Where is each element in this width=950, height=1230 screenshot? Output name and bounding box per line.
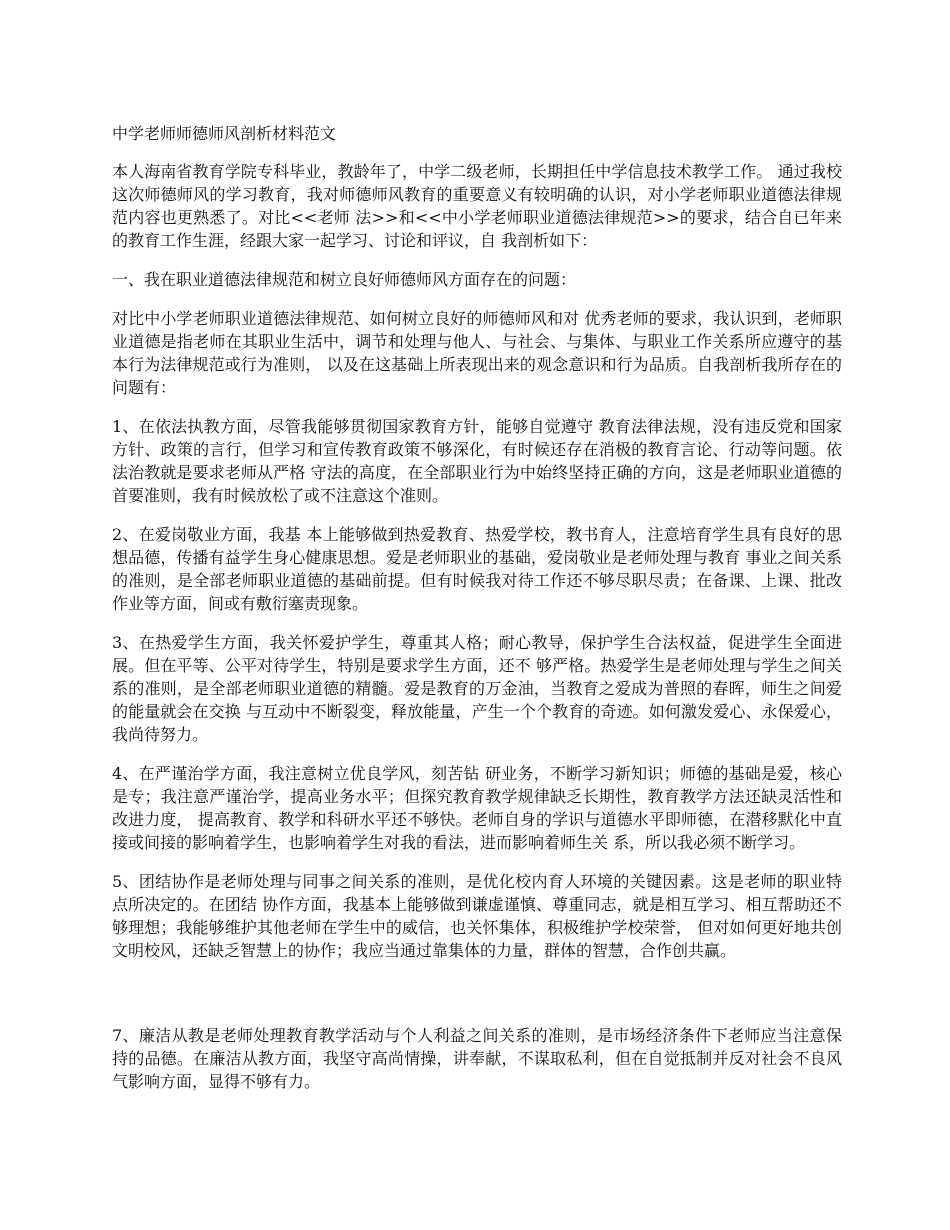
item-paragraph-5: 5、团结协作是老师处理与同事之间关系的准则，是优化校内育人环境的关键因素。这是老师的职业特点所决定的。在团结 协作方面，我基本上能够做到谦虚谨慎、尊重同志，就是相互学习、相互帮助还不够理想；我能够维护其他老师在学生中的威信，也关怀集体，积极维护学校荣誉， 但对如何更好地共创文明校风，还缺乏智慧上的协作；我应当通过靠集体的力量，群体的智慧，合作创共赢。 [112,872,842,960]
item-paragraph-4: 4、在严谨治学方面，我注意树立优良学风，刻苦钻 研业务，不断学习新知识；师德的基础是爱，核心是专；我注意严谨治学，提高业务水平；但探究教育教学规律缺乏长期性，教育教学方法还缺灵活性和改进力度， 提高教育、教学和科研水平还不够快。老师自身的学识与道德水平即师德，在潜移默化中直接或间接的影响着学生，也影响着学生对我的看法，进而影响着师生关 系，所以我必须不断学习。 [112,764,842,852]
document-title: 中学老师师德师风剖析材料范文 [112,124,337,143]
item-paragraph-2: 2、在爱岗敬业方面，我基 本上能够做到热爱教育、热爱学校，教书育人，注意培育学生具有良好的思想品德，传播有益学生身心健康思想。爱是老师职业的基础，爱岗敬业是老师处理与教育 事业之间关系的准则，是全部老师职业道德的基础前提。但有时候我对待工作还不够尽职尽责；在备课、上课、批改作业等方面，间或有敷衍塞责现象。 [112,525,842,613]
document-body [112,122,842,1109]
blank-gap [112,978,842,1024]
item-paragraph-3: 3、在热爱学生方面，我关怀爱护学生，尊重其人格；耐心教导，保护学生合法权益，促进学生全面进展。但在平等、公平对待学生，特别是要求学生方面，还不 够严格。热爱学生是老师处理与学生之间关系的准则，是全部老师职业道德的精髓。爱是教育的万金油，当教育之爱成为普照的春晖，师生之间爱的能量就会在交换 与互动中不断裂变，释放能量，产生一个个教育的奇迹。如何激发爱心、永保爱心，我尚待努力。 [112,633,842,744]
item-paragraph-7: 7、廉洁从教是老师处理教育教学活动与个人利益之间关系的准则，是市场经济条件下老师应当注意保持的品德。在廉洁从教方面，我坚守高尚情操，讲奉献，不谋取私利，但在自觉抵制并反对社会不良风气影响方面，显得不够有力。 [112,1026,842,1091]
intro-paragraph: 本人海南省教育学院专科毕业，教龄年了，中学二级老师，长期担任中学信息技术教学工作。 通过我校这次师德师风的学习教育，我对师德师风教育的重要意义有较明确的认识，对小学老师职业道德法律规范内容也更熟悉了。对比<<老师 法>>和<<中小学老师职业道德法律规范>>的要求，结合自已年来的教育工作生涯，经跟大家一起学习、讨论和评议，自 我剖析如下： [112,162,842,250]
section-heading: 一、我在职业道德法律规范和树立良好师德师风方面存在的问题： [112,270,577,289]
section-intro-paragraph: 对比中小学老师职业道德法律规范、如何树立良好的师德师风和对 优秀老师的要求，我认识到，老师职业道德是指老师在其职业生活中，调节和处理与他人、与社会、与集体、与职业工作关系所应遵守的基本行为法律规范或行为准则， 以及在这基础上所表现出来的观念意识和行为品质。自我剖析我所存在的问题有： [112,309,842,397]
item-paragraph-1: 1、在依法执教方面，尽管我能够贯彻国家教育方针，能够自觉遵守 教育法律法规，没有违反党和国家方针、政策的言行，但学习和宣传教育政策不够深化，有时候还存在消极的教育言论、行动等问题。依法治教就是要求老师从严格 守法的高度，在全部职业行为中始终坚持正确的方向，这是老师职业道德的首要准则，我有时候放松了或不注意这个准则。 [112,417,842,505]
